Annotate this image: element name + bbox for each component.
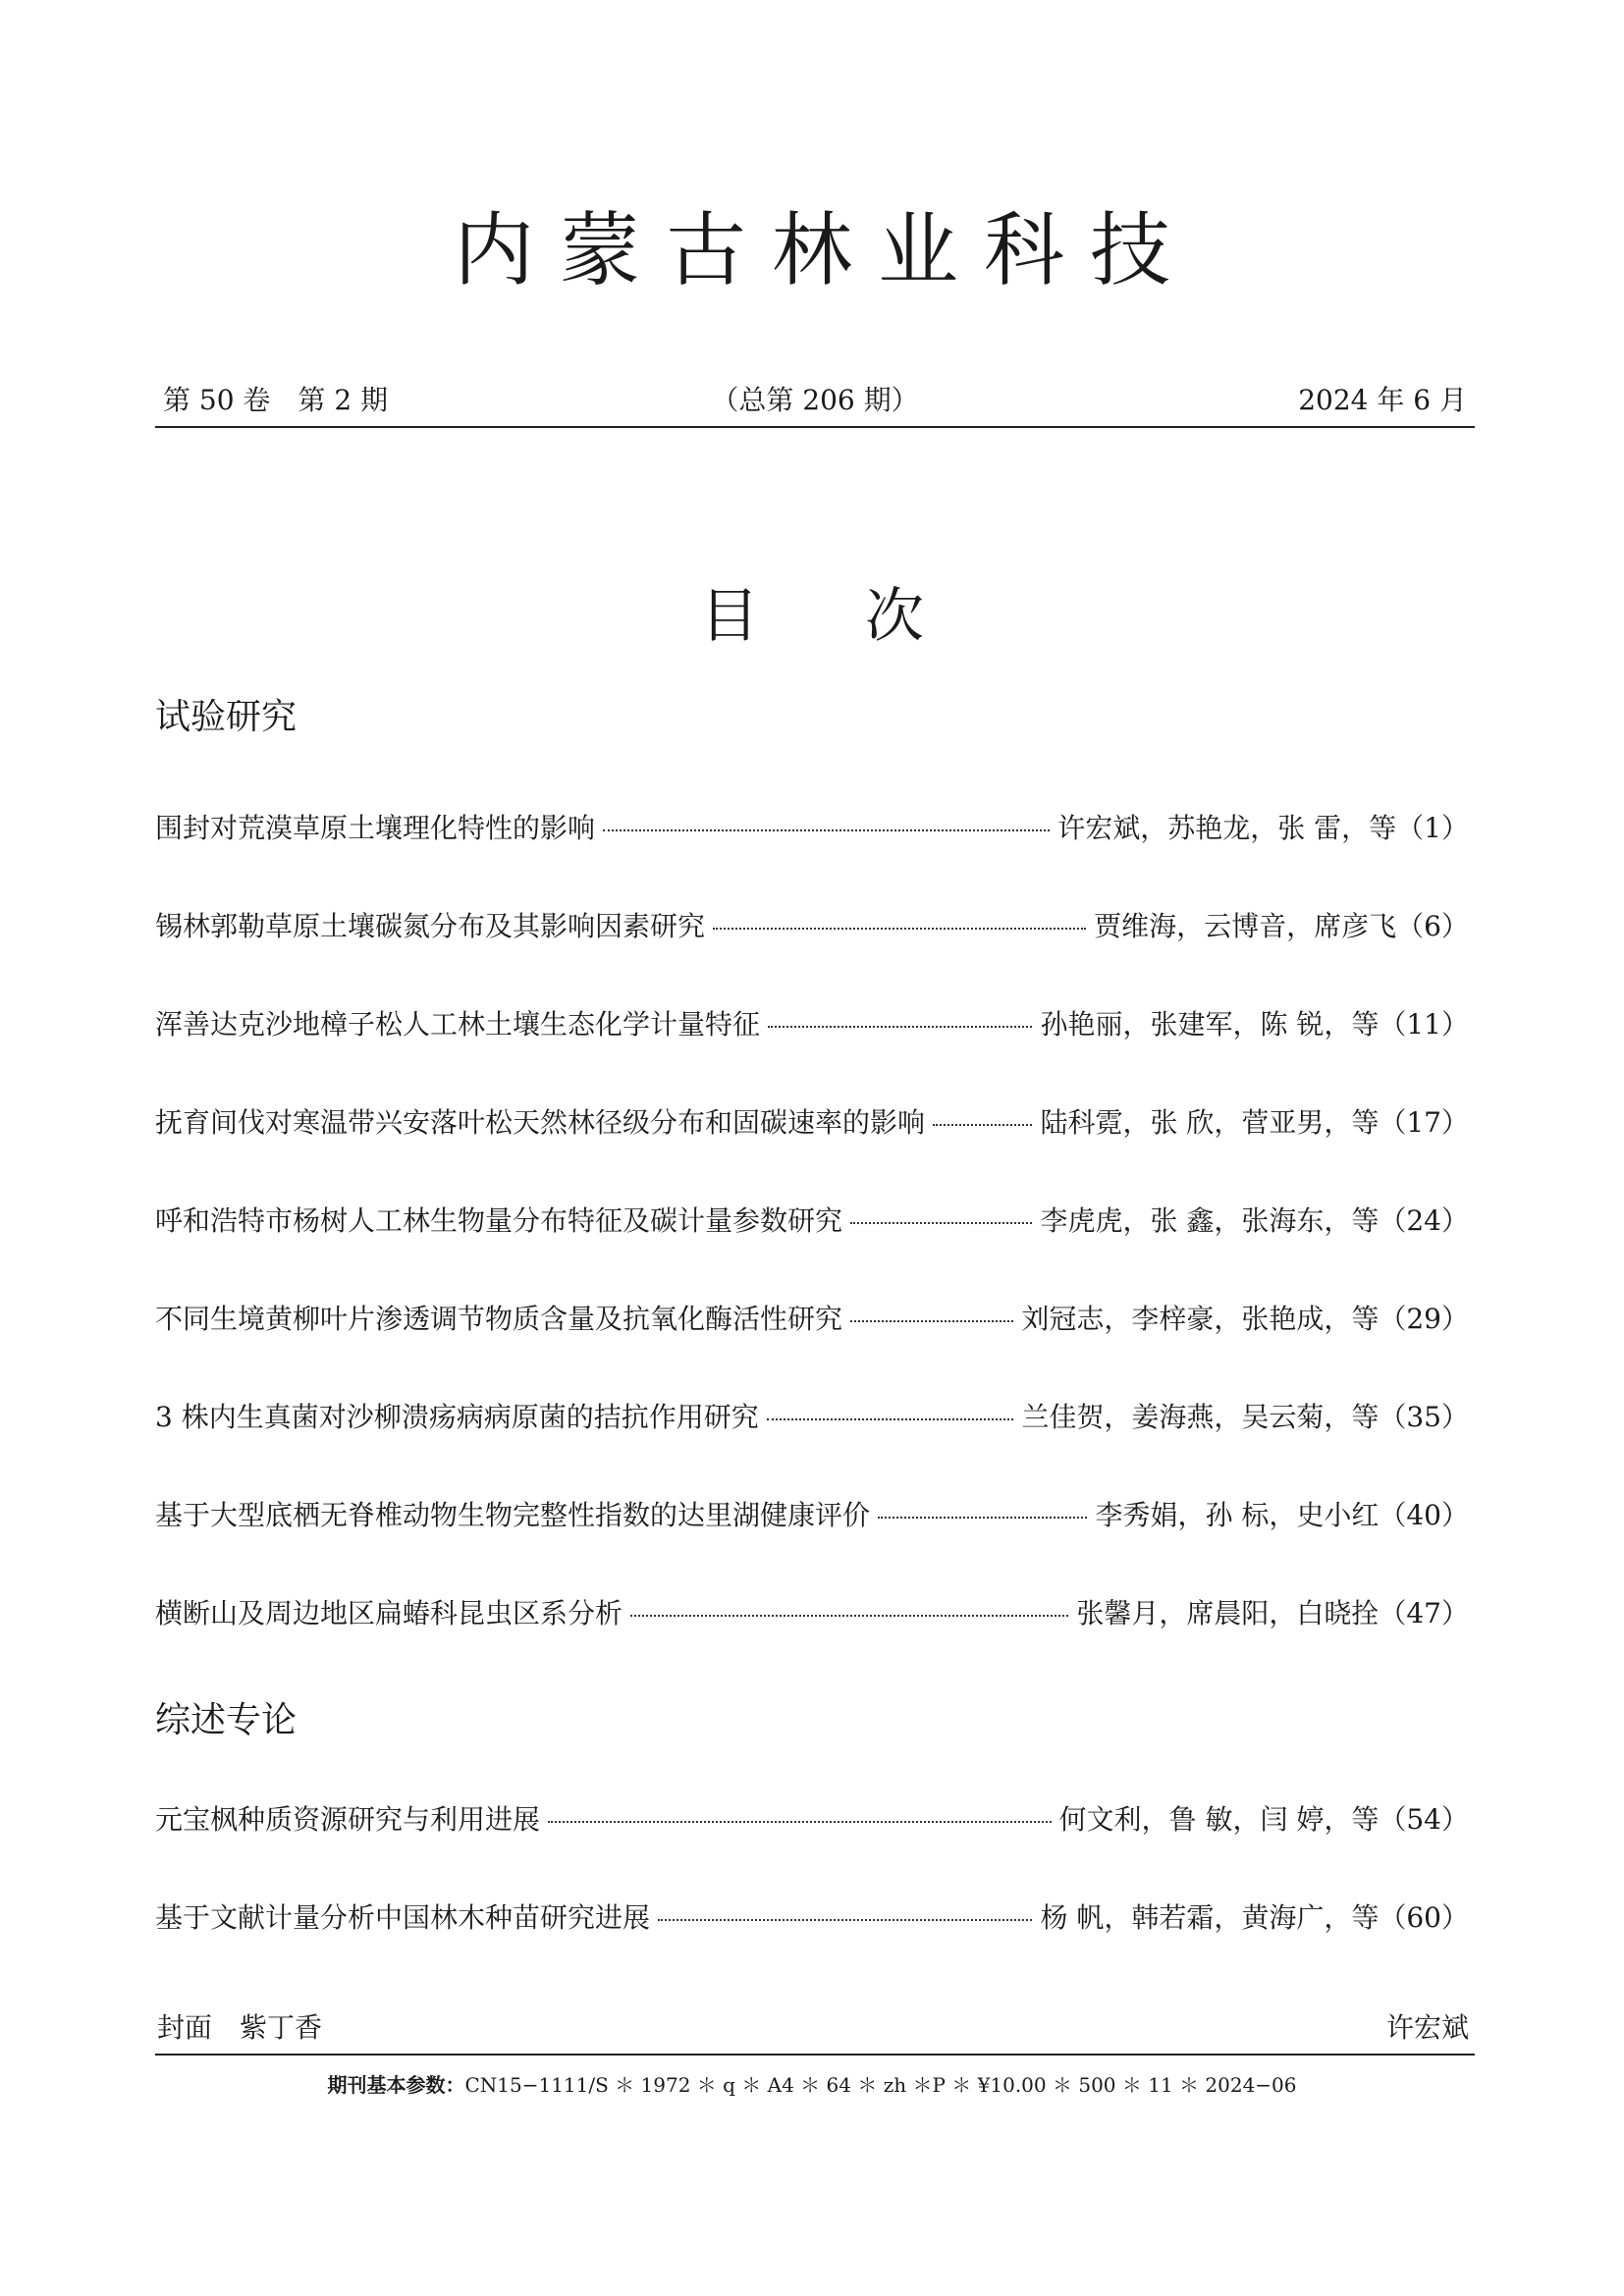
toc-entry-authors: 孙艳丽，张建军，陈 锐，等 [1040, 1008, 1380, 1041]
toc-entry[interactable] [155, 1003, 1469, 1042]
toc-entry-authors: 陆科霓，张 欣，菅亚男，等 [1040, 1106, 1380, 1139]
toc-entry-title: 抚育间伐对寒温带兴安落叶松天然林径级分布和固碳速率的影响 [155, 1106, 926, 1139]
toc-entry-title: 元宝枫种质资源研究与利用进展 [155, 1803, 541, 1836]
journal-title: 内蒙古林业科技 [453, 204, 1196, 297]
dot-leader [603, 826, 1050, 831]
toc-entry[interactable] [155, 1200, 1469, 1239]
dot-leader [768, 1022, 1032, 1028]
parameters-value: CN15−1111/S ＊ 1972 ＊ q ＊ A4 ＊ 64 ＊ zh ＊P ＊ ¥10.00 ＊ 500 ＊ 11 ＊ 2024−06 [464, 2073, 1297, 2097]
toc-entry-title: 围封对荒漠草原土壤理化特性的影响 [155, 812, 596, 844]
toc-entry-title: 基于大型底栖无脊椎动物生物完整性指数的达里湖健康评价 [155, 1499, 871, 1531]
cover-photographer: 许宏斌 [1385, 2011, 1469, 2044]
toc-entry-authors: 何文利，鲁 敏，闫 婷，等 [1058, 1803, 1380, 1836]
toc-entry[interactable] [155, 1494, 1469, 1533]
dot-leader [850, 1218, 1032, 1224]
toc-entry-authors: 刘冠志，李梓豪，张艳成，等 [1021, 1303, 1380, 1335]
toc-entry-authors: 李虎虎，张 鑫，张海东，等 [1040, 1204, 1380, 1237]
contents-heading-char: 次 [865, 582, 924, 651]
toc-entry[interactable] [155, 807, 1469, 846]
toc-entry[interactable] [155, 1592, 1469, 1631]
toc-entry-title: 横断山及周边地区扁蝽科昆虫区系分析 [155, 1597, 623, 1629]
issue-info-bar [155, 385, 1475, 428]
contents-heading-char: 目 [700, 582, 759, 651]
toc-entry[interactable] [155, 905, 1469, 944]
toc-entry-page: （17） [1379, 1106, 1469, 1139]
dot-leader [850, 1316, 1013, 1322]
toc-entry-title: 不同生境黄柳叶片渗透调节物质含量及抗氧化酶活性研究 [155, 1303, 843, 1335]
cover-credit-line [155, 2012, 1475, 2056]
toc-entry-authors: 张馨月，席晨阳，白晓拴 [1076, 1597, 1380, 1629]
cover-label: 封面 紫丁香 [157, 2011, 323, 2044]
toc-entry-page: （54） [1379, 1803, 1469, 1836]
toc-entry[interactable] [155, 1101, 1469, 1141]
toc-entry[interactable] [155, 1298, 1469, 1337]
toc-entry-page: （60） [1379, 1901, 1469, 1934]
toc-entry-authors: 许宏斌，苏艳龙，张 雷，等 [1057, 812, 1397, 844]
toc-entry[interactable] [155, 1798, 1469, 1838]
dot-leader [630, 1611, 1068, 1617]
dot-leader [658, 1915, 1032, 1921]
volume-issue: 第 50 卷 第 2 期 [163, 384, 389, 416]
toc-entry-title: 3 株内生真菌对沙柳溃疡病病原菌的拮抗作用研究 [155, 1401, 759, 1433]
journal-parameters [0, 2069, 1624, 2098]
section-title: 综述专论 [155, 1700, 298, 1740]
toc-entry-page: （35） [1379, 1401, 1469, 1433]
toc-entry-page: （29） [1379, 1303, 1469, 1335]
toc-entry-authors: 贾维海，云博音，席彦飞 [1094, 910, 1397, 942]
toc-entry-title: 浑善达克沙地樟子松人工林土壤生态化学计量特征 [155, 1008, 761, 1041]
dot-leader [767, 1415, 1014, 1420]
toc-entry-title: 呼和浩特市杨树人工林生物量分布特征及碳计量参数研究 [155, 1204, 843, 1237]
issue-date: 2024 年 6 月 [1298, 384, 1467, 416]
toc-entry-page: （24） [1379, 1204, 1469, 1237]
toc-entry-authors: 杨 帆，韩若霜，黄海广，等 [1040, 1901, 1380, 1934]
toc-entry[interactable] [155, 1396, 1469, 1435]
dot-leader [548, 1817, 1052, 1823]
parameters-label: 期刊基本参数： [327, 2073, 465, 2097]
toc-entry[interactable] [155, 1896, 1469, 1936]
toc-entry-authors: 李秀娟，孙 标，史小红 [1095, 1499, 1380, 1531]
toc-entry-title: 锡林郭勒草原土壤碳氮分布及其影响因素研究 [155, 910, 706, 942]
total-issue: （总第 206 期） [711, 384, 919, 416]
contents-heading [0, 569, 1624, 654]
toc-entry-page: （1） [1396, 812, 1469, 844]
dot-leader [713, 924, 1086, 930]
toc-entry-page: （6） [1396, 910, 1469, 942]
toc-entry-authors: 兰佳贺，姜海燕，吴云菊，等 [1021, 1401, 1380, 1433]
toc-entry-page: （47） [1379, 1597, 1469, 1629]
toc-entry-page: （11） [1379, 1008, 1469, 1041]
dot-leader [933, 1120, 1032, 1126]
toc-entry-title: 基于文献计量分析中国林木种苗研究进展 [155, 1901, 651, 1934]
toc-entry-page: （40） [1379, 1499, 1469, 1531]
dot-leader [878, 1513, 1087, 1519]
section-title: 试验研究 [155, 697, 298, 737]
